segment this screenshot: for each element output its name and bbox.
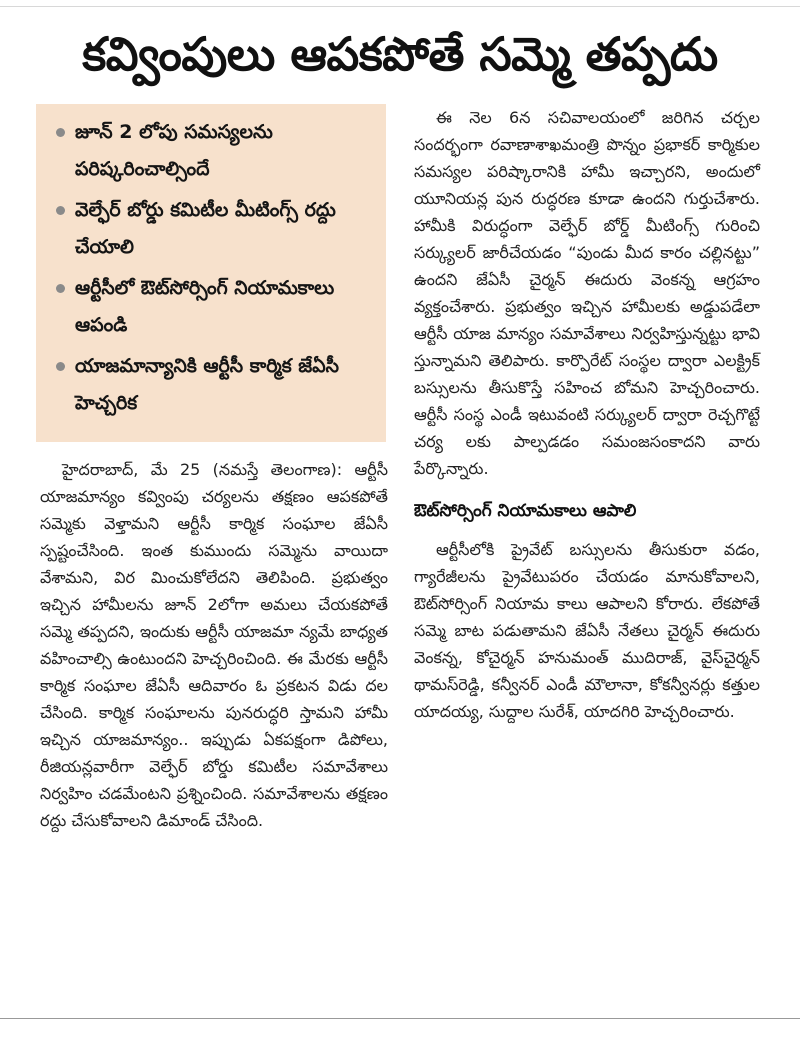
highlight-text: జూన్ 2 లోపు సమస్యలను పరిష్కరించాల్సిందే xyxy=(75,121,273,180)
bullet-dot-icon xyxy=(56,206,65,215)
highlight-item xyxy=(50,114,374,188)
bullet-dot-icon xyxy=(56,284,65,293)
subheading: ఔట్‌సోర్సింగ్ నియామకాలు ఆపాలి xyxy=(414,501,637,521)
top-rule xyxy=(0,0,800,7)
highlight-item xyxy=(50,192,374,266)
left-paragraph: హైదరాబాద్, మే 25 (నమస్తే తెలంగాణ): ఆర్టీసీ యాజమాన్యం కవ్వింపు చర్యలను తక్షణం ఆపకపోతే సమ్మెకు వెళ్తామని ఆర్టీసీ కార్మిక సంఘాల జేఏసీ స్పష్టంచేసింది. ఇంత కుముందు సమ్మెను వాయిదా వేశామని, విర మించుకోలేదని తెలిపింది. ప్రభుత్వం ఇచ్చిన హామీలను జూన్ 2లోగా అమలు చేయకపోతే సమ్మె తప్పదని, ఇందుకు ఆర్టీసీ యాజమా న్యమే బాధ్యత వహించాల్సి ఉంటుందని హెచ్చరించింది. ఈ మేరకు ఆర్టీసీ కార్మిక సంఘాల జేఏసీ ఆదివారం ఓ ప్రకటన విడు దల చేసింది. కార్మిక సంఘాలను పునరుద్ధరి స్తామని హామీ ఇచ్చిన యాజమాన్యం.. ఇప్పుడు ఏకపక్షంగా డిపోలు, రీజియన్లవారీగా వెల్ఫేర్ బోర్డు కమిటీల సమావేశాలు నిర్వహిం చడమేంటని ప్రశ్నించింది. సమావేశాలను తక్షణం రద్దు చేసుకోవాలని డిమాండ్ చేసింది. xyxy=(40,460,388,830)
highlights-box xyxy=(36,104,386,442)
highlight-item xyxy=(50,270,374,344)
right-paragraph-2: ఆర్టీసీలోకి ప్రైవేట్ బస్సులను తీసుకురా వడం, గ్యారేజీలను ప్రైవేటుపరం చేయడం మానుకోవాలని, ఔట్‌సోర్సింగ్ నియామ కాలు ఆపాలని కోరారు. లేకపోతే సమ్మె బాట పడుతామని జేఏసీ నేతలు చైర్మన్ ఈదురు వెంకన్న, కోచైర్మన్ హనుమంత్ ముదిరాజ్, వైస్‌చైర్మన్ థామస్‌రెడ్డి, కన్వీనర్ ఎండీ మౌలానా, కోకన్వీనర్లు కత్తుల యాదయ్య, సుద్దాల సురేశ్, యాదగిరి హెచ్చరించారు. xyxy=(414,540,760,721)
bullet-dot-icon xyxy=(56,128,65,137)
highlight-text: వెల్ఫేర్ బోర్డు కమిటీల మీటింగ్స్ రద్దు చేయాలి xyxy=(75,199,336,258)
headline: కవ్వింపులు ఆపకపోతే సమ్మె తప్పదు xyxy=(82,27,718,81)
left-column xyxy=(40,456,388,834)
bottom-rule xyxy=(0,1018,800,1019)
right-paragraph-1: ఈ నెల 6న సచివాలయంలో జరిగిన చర్చల సందర్భంగా రవాణాశాఖమంత్రి పొన్నం ప్రభాకర్ కార్మికుల సమస్యల పరిష్కారానికి హామీ ఇచ్చారని, అందులో యూనియన్ల పున రుద్ధరణ కూడా ఉందని గుర్తుచేశారు. హామీకి విరుద్ధంగా వెల్ఫేర్ బోర్డ్ మీటింగ్స్ గురించి సర్క్యులర్ జారీచేయడం “పుండు మీద కారం చల్లినట్టు” ఉందని జేఏసీ చైర్మన్ ఈదురు వెంకన్న ఆగ్రహం వ్యక్తంచేశారు. ప్రభుత్వం ఇచ్చిన హామీలకు అడ్డుపడేలా ఆర్టీసీ యాజ మాన్యం సమావేశాలు నిర్వహిస్తున్నట్టు భావి స్తున్నామని తెలిపారు. కార్పొరేట్ సంస్థల ద్వారా ఎలక్ట్రిక్ బస్సులను తీసుకొస్తే సహించ బోమని హెచ్చరించారు. ఆర్టీసీ సంస్థ ఎండీ ఇటువంటి సర్క్యులర్ ద్వారా రెచ్చగొట్టే చర్య లకు పాల్పడడం సమంజసంకాదని వారు పేర్కొన్నారు. xyxy=(414,108,760,478)
highlight-item xyxy=(50,348,374,422)
right-column xyxy=(414,104,760,725)
highlight-text: ఆర్టీసీలో ఔట్‌సోర్సింగ్ నియామకాలు ఆపండి xyxy=(75,277,335,336)
highlight-text: యాజమాన్యానికి ఆర్టీసీ కార్మిక జేఏసీ హెచ్చరిక xyxy=(75,355,339,414)
bullet-dot-icon xyxy=(56,362,65,371)
